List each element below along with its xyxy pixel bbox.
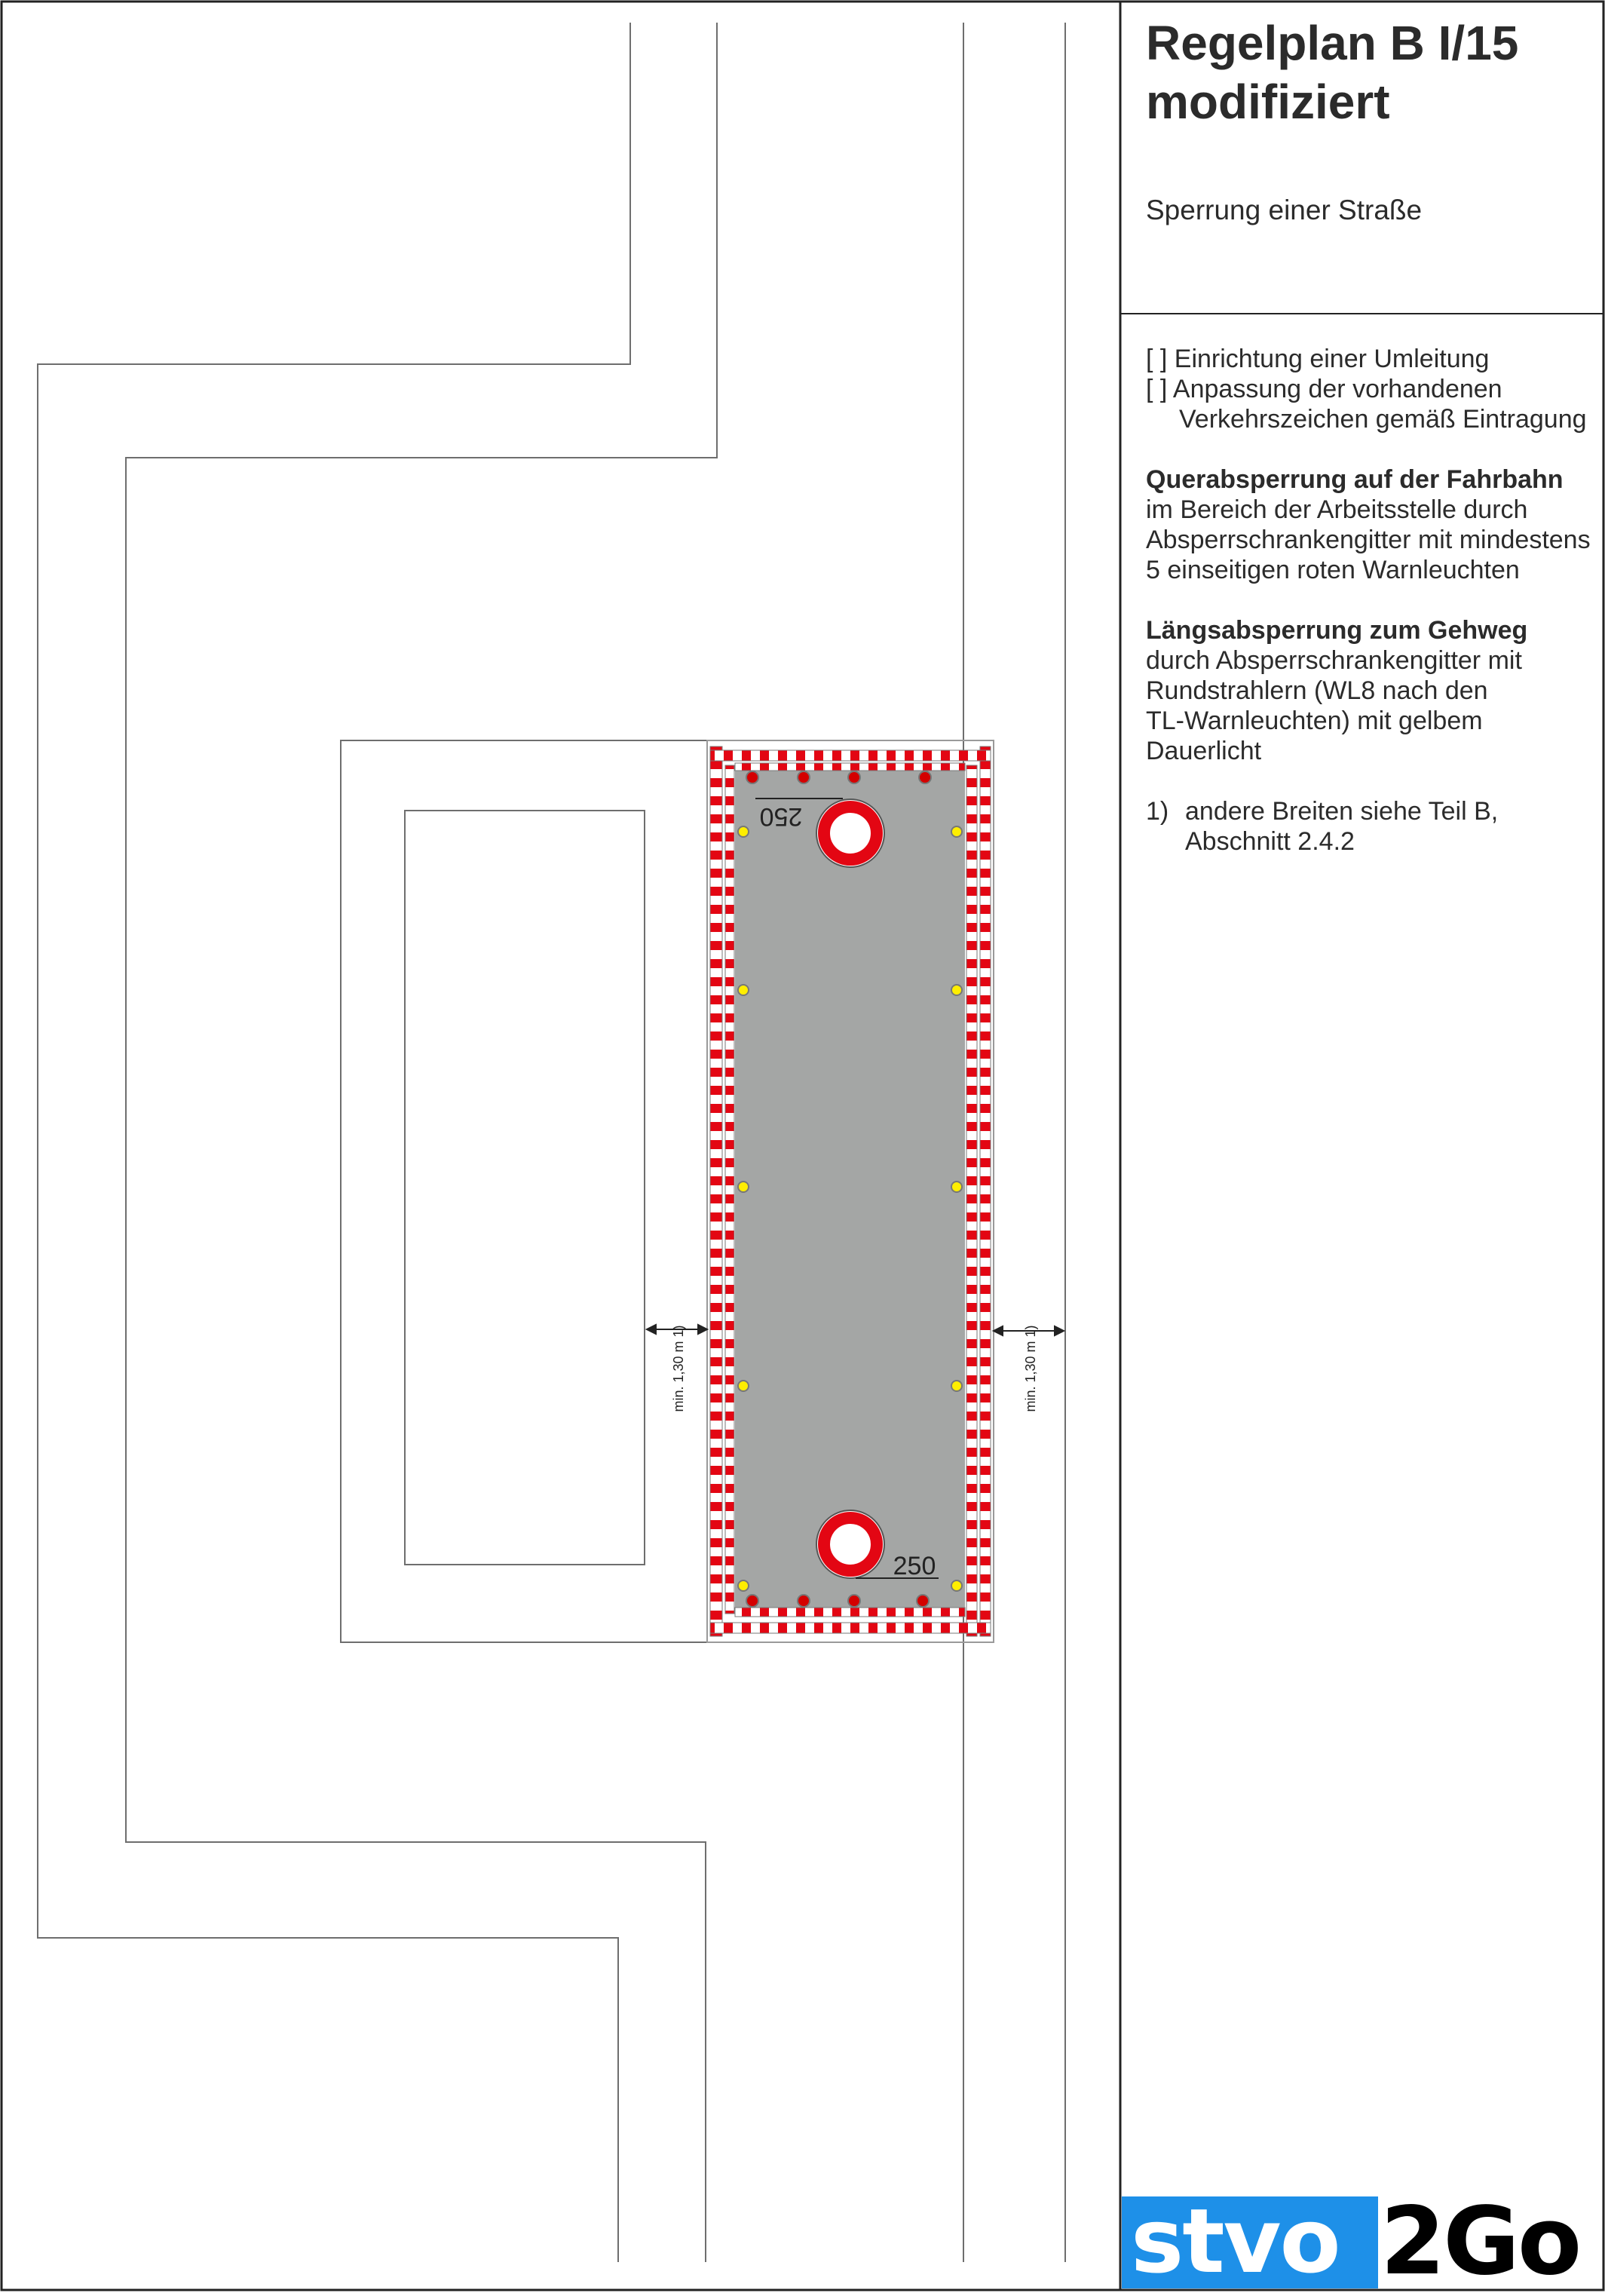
quer-text-3: 5 einseitigen roten Warnleuchten: [1146, 556, 1520, 584]
yellow-warning-light: [738, 1381, 749, 1391]
logo-blue-block: [1122, 2189, 1378, 2293]
stvo2go-logo: [1122, 2187, 1589, 2296]
yellow-warning-light: [738, 1182, 749, 1192]
footnote-text-2: Abschnitt 2.4.2: [1185, 827, 1355, 856]
yellow-warning-light: [738, 985, 749, 995]
bypass-outer-line: [341, 740, 707, 1642]
logo-text-stvo: stvo: [1131, 2189, 1340, 2293]
yellow-warning-light: [951, 826, 962, 837]
right-outer-barrier: [980, 746, 991, 1636]
yellow-warning-light: [951, 985, 962, 995]
quer-text-1: im Bereich der Arbeitsstelle durch: [1146, 495, 1528, 524]
top-inner-cross-barrier: [735, 763, 965, 771]
red-warning-light: [848, 1595, 860, 1607]
left-longitudinal-barrier: [710, 746, 722, 1636]
yellow-warning-light: [738, 1580, 749, 1591]
red-warning-light: [919, 771, 931, 783]
yellow-warning-light: [951, 1381, 962, 1391]
red-warning-light: [848, 771, 860, 783]
top-cross-barrier: [710, 750, 991, 761]
checkbox-verkehrszeichen[interactable]: [ ] Anpassung der vorhandenen: [1146, 375, 1502, 403]
red-warning-light: [917, 1595, 929, 1607]
red-warning-light: [798, 1595, 810, 1607]
dimension-right-label: min. 1,30 m 1): [1023, 1325, 1038, 1412]
plan-title-line2: modifiziert: [1146, 75, 1390, 129]
red-warning-light: [798, 771, 810, 783]
right-longitudinal-barrier: [966, 765, 977, 1636]
work-area: [735, 765, 965, 1614]
laengs-text-1: durch Absperrschrankengitter mit: [1146, 646, 1522, 675]
yellow-warning-light: [951, 1580, 962, 1591]
laengs-text-3: TL-Warnleuchten) mit gelbem Dauerlicht: [1146, 707, 1483, 765]
sign-distance-label-bottom: 250: [893, 1552, 936, 1580]
dimension-left-label: min. 1,30 m 1): [671, 1325, 686, 1412]
checkbox-umleitung[interactable]: [ ] Einrichtung einer Umleitung: [1146, 345, 1490, 373]
red-warning-light: [746, 771, 758, 783]
no-vehicles-sign-bottom: [816, 1510, 884, 1578]
plan-title: [1146, 14, 1518, 131]
no-vehicles-sign-top: [816, 799, 884, 867]
bypass-inner-island: [405, 811, 645, 1565]
footnote-number: 1): [1146, 797, 1169, 826]
quer-text-2: Absperrschrankengitter mit mindestens: [1146, 526, 1591, 554]
footnote-text-1: andere Breiten siehe Teil B,: [1185, 797, 1499, 826]
sidewalk-edge-line: [126, 23, 717, 2262]
bottom-outer-cross-barrier: [710, 1623, 991, 1633]
yellow-warning-light: [951, 1182, 962, 1192]
logo-text-2go: 2Go: [1380, 2187, 1580, 2296]
checkbox-verkehrszeichen-cont: Verkehrszeichen gemäß Eintragung: [1179, 405, 1587, 434]
red-warning-light: [746, 1595, 758, 1607]
plan-subtitle: Sperrung einer Straße: [1146, 195, 1423, 225]
left-inner-barrier: [725, 765, 734, 1614]
bottom-cross-barrier: [735, 1608, 965, 1617]
laengs-text-2: Rundstrahlern (WL8 nach den: [1146, 676, 1488, 705]
notes-section: [1146, 344, 1598, 857]
plan-title-line1: Regelplan B I/15: [1146, 16, 1519, 70]
yellow-warning-light: [738, 826, 749, 837]
footnote: [1146, 796, 1598, 857]
quer-heading: Querabsperrung auf der Fahrbahn: [1146, 465, 1564, 494]
laengs-heading: Längsabsperrung zum Gehweg: [1146, 616, 1528, 645]
sign-distance-label-top: 250: [759, 802, 803, 831]
